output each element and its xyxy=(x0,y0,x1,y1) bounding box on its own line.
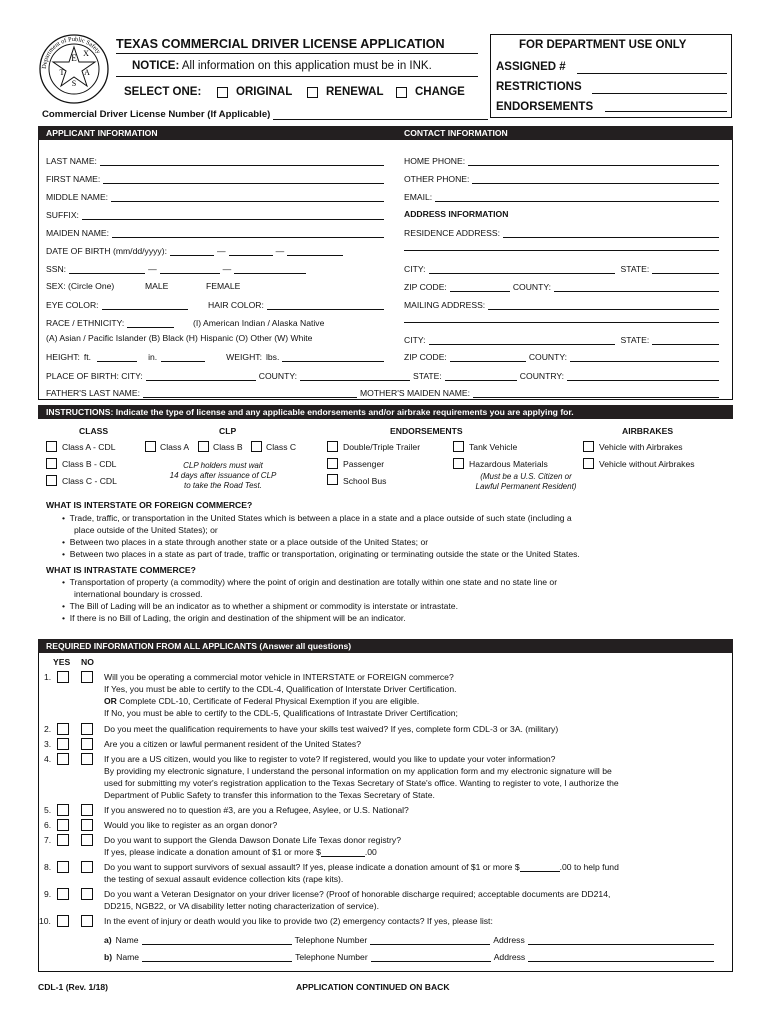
q4-no-checkbox[interactable] xyxy=(81,753,93,765)
vehicle-without-airbrakes-checkbox[interactable] xyxy=(583,458,594,469)
q1-text-line4: If No, you must be able to certify to the CDL-5, Qualifications of Intrastate Driver Certification; xyxy=(104,708,458,718)
q3-yes-checkbox[interactable] xyxy=(57,738,69,750)
class-c-cdl-label: Class C - CDL xyxy=(62,476,117,486)
q4-number: 4. xyxy=(44,754,52,764)
q10-yes-checkbox[interactable] xyxy=(57,915,69,927)
q10-no-checkbox[interactable] xyxy=(81,915,93,927)
maiden-name-field[interactable]: MAIDEN NAME: xyxy=(46,226,384,238)
residence-address-line-2[interactable] xyxy=(404,250,719,251)
q1-number: 1. xyxy=(44,672,52,682)
tank-vehicle-label: Tank Vehicle xyxy=(469,442,518,452)
intrastate-bullet-2: • The Bill of Lading will be an indicator as to whether a shipment or commodity is interstate or intrastate. xyxy=(62,601,458,611)
q9-no-checkbox[interactable] xyxy=(81,888,93,900)
q9-text: Do you want a Veteran Designator on your driver license? (Proof of honorable discharge required; acceptable documents are DD214, xyxy=(104,889,611,899)
form-id: CDL-1 (Rev. 1/18) xyxy=(38,982,109,992)
q1-text-line3: OR Complete CDL-10, Certificate of Federal Physical Exemption if you are eligible. xyxy=(104,696,420,706)
interstate-bullet-2: • Between two places in a state through another state or a place outside of the United States; or xyxy=(62,537,429,547)
q7-number: 7. xyxy=(44,835,52,845)
original-checkbox[interactable] xyxy=(217,87,228,98)
ssn-field[interactable]: SSN: — — xyxy=(46,262,384,274)
first-name-field[interactable]: FIRST NAME: xyxy=(46,172,384,184)
emergency-contact-b[interactable]: b) Name Telephone Number Address xyxy=(104,950,714,962)
seal-letter-s: S xyxy=(71,79,77,88)
intrastate-bullet-3: • If there is no Bill of Lading, the origin and destination of the shipment will be an indicator. xyxy=(62,613,406,623)
parents-names-field[interactable]: FATHER'S LAST NAME: MOTHER'S MAIDEN NAME: xyxy=(46,386,719,398)
class-heading: CLASS xyxy=(79,426,109,436)
address-info-heading: ADDRESS INFORMATION xyxy=(404,209,509,219)
q6-yes-checkbox[interactable] xyxy=(57,819,69,831)
q3-no-checkbox[interactable] xyxy=(81,738,93,750)
q2-no-checkbox[interactable] xyxy=(81,723,93,735)
q4-text-line3: used for submitting my voter's registration application to the Texas Secretary of State's office. Wanting to register to vote, I authorize the xyxy=(104,778,619,788)
height-weight-field[interactable]: HEIGHT: ft. in. WEIGHT: lbs. xyxy=(46,350,384,362)
race-ethnicity-field[interactable]: RACE / ETHNICITY: xyxy=(46,316,174,328)
class-a-cdl-checkbox[interactable] xyxy=(46,441,57,452)
ink-notice: NOTICE: All information on this application must be in INK. xyxy=(132,60,432,72)
intrastate-bullet-1-cont: international boundary is crossed. xyxy=(74,589,203,599)
vehicle-with-airbrakes-label: Vehicle with Airbrakes xyxy=(599,442,683,452)
change-checkbox[interactable] xyxy=(396,87,407,98)
q2-number: 2. xyxy=(44,724,52,734)
class-b-cdl-checkbox[interactable] xyxy=(46,458,57,469)
q4-text-line2: By providing my electronic signature, I understand the personal information on my application form and my electronic signature will be xyxy=(104,766,612,776)
q4-text: If you are a US citizen, would you like to register to vote? If registered, would you like to update your voter information? xyxy=(104,754,556,764)
q6-number: 6. xyxy=(44,820,52,830)
q1-text: Will you be operating a commercial motor vehicle in INTERSTATE or FOREIGN commerce? xyxy=(104,672,454,682)
q3-text: Are you a citizen or lawful permanent resident of the United States? xyxy=(104,739,361,749)
contact-heading: CONTACT INFORMATION xyxy=(404,128,508,138)
q9-yes-checkbox[interactable] xyxy=(57,888,69,900)
original-label: ORIGINAL xyxy=(236,86,293,98)
q9-number: 9. xyxy=(44,889,52,899)
q10-number: 10. xyxy=(39,916,51,926)
eye-color-field[interactable]: EYE COLOR: xyxy=(46,298,188,310)
cdl-number-field[interactable]: Commercial Driver License Number (If Applicable) xyxy=(42,108,488,120)
endorsements-heading: ENDORSEMENTS xyxy=(390,426,463,436)
class-c-cdl-checkbox[interactable] xyxy=(46,475,57,486)
seal-letter-x: X xyxy=(83,49,89,58)
q5-yes-checkbox[interactable] xyxy=(57,804,69,816)
q8-donation-field[interactable]: Do you want to support survivors of sexual assault? If yes, please indicate a donation amount of $1 or more $ .00 to help fund xyxy=(104,862,619,872)
seal-letter-e: E xyxy=(71,53,77,63)
vehicle-without-airbrakes-label: Vehicle without Airbrakes xyxy=(599,459,695,469)
mailing-address-line-2[interactable] xyxy=(404,322,719,323)
seal-ring-text: Department of Public Safety xyxy=(40,35,102,70)
assigned-field xyxy=(577,73,727,74)
q8-no-checkbox[interactable] xyxy=(81,861,93,873)
q1-no-checkbox[interactable] xyxy=(81,671,93,683)
mailing-address-field[interactable]: MAILING ADDRESS: xyxy=(404,298,719,310)
q8-yes-checkbox[interactable] xyxy=(57,861,69,873)
intrastate-bullet-1: • Transportation of property (a commodity) where the point of origin and destination are totally within one state and no state line or xyxy=(62,577,558,587)
hazardous-materials-checkbox[interactable] xyxy=(453,458,464,469)
airbrakes-heading: AIRBRAKES xyxy=(622,426,674,436)
interstate-heading: WHAT IS INTERSTATE OR FOREIGN COMMERCE? xyxy=(46,500,253,510)
seal-letter-a: A xyxy=(84,68,90,77)
class-b-cdl-label: Class B - CDL xyxy=(62,459,117,469)
dps-seal xyxy=(38,33,110,105)
change-label: CHANGE xyxy=(415,86,465,98)
last-name-field[interactable]: LAST NAME: xyxy=(46,154,384,166)
applicant-contact-header xyxy=(38,126,733,140)
clp-class-c-checkbox[interactable] xyxy=(251,441,262,452)
department-use-box xyxy=(490,34,732,118)
other-phone-field[interactable]: OTHER PHONE: xyxy=(404,172,719,184)
mailing-city-state-field[interactable]: CITY: STATE: xyxy=(404,333,719,345)
dept-title: FOR DEPARTMENT USE ONLY xyxy=(519,39,687,51)
q1-text-line2: If Yes, you must be able to certify to the CDL-4, Qualification of Interstate Driver Certification. xyxy=(104,684,457,694)
q7-yes-checkbox[interactable] xyxy=(57,834,69,846)
no-column-label: NO xyxy=(81,657,94,667)
emergency-contact-a[interactable]: a) Name Telephone Number Address xyxy=(104,933,714,945)
date-of-birth-field[interactable]: DATE OF BIRTH (mm/dd/yyyy): — — xyxy=(46,244,384,256)
q8-text-line2: the testing of sexual assault evidence collection kits (rape kits). xyxy=(104,874,344,884)
sex-label: SEX: (Circle One) xyxy=(46,281,115,291)
passenger-checkbox[interactable] xyxy=(327,458,338,469)
hair-color-field[interactable]: HAIR COLOR: xyxy=(208,298,384,310)
assigned-label: ASSIGNED # xyxy=(496,61,566,73)
class-a-cdl-label: Class A - CDL xyxy=(62,442,116,452)
sex-female-option[interactable]: FEMALE xyxy=(206,281,241,291)
endorsements-field xyxy=(605,111,727,112)
residence-address-field[interactable]: RESIDENCE ADDRESS: xyxy=(404,226,719,238)
hazardous-materials-label: Hazardous Materials xyxy=(469,459,548,469)
home-phone-field[interactable]: HOME PHONE: xyxy=(404,154,719,166)
clp-note: CLP holders must wait 14 days after issuance of CLP to take the Road Test. xyxy=(169,461,277,490)
q7-text: Do you want to support the Glenda Dawson Donate Life Texas donor registry? xyxy=(104,835,401,845)
q2-yes-checkbox[interactable] xyxy=(57,723,69,735)
middle-name-field[interactable]: MIDDLE NAME: xyxy=(46,190,384,202)
interstate-bullet-3: • Between two places in a state as part of trade, traffic or transportation, originating or terminating outside the state or the United States. xyxy=(62,549,580,559)
q10-text: In the event of injury or death would you like to provide two (2) emergency contacts? If yes, please list: xyxy=(104,916,493,926)
q1-yes-checkbox[interactable] xyxy=(57,671,69,683)
sex-male-option[interactable]: MALE xyxy=(145,281,169,291)
q4-text-line4: Department of Public Safety to transfer this information to the Texas Secretary of State. xyxy=(104,790,435,800)
race-options: (A) Asian / Pacific Islander (B) Black (H) Hispanic (O) Other (W) White xyxy=(46,333,313,343)
q2-text: Do you meet the qualification requirements to have your skills test waived? If yes, complete form CDL-3 or 3A. (military) xyxy=(104,724,559,734)
q3-number: 3. xyxy=(44,739,52,749)
clp-class-a-label: Class A xyxy=(160,442,190,452)
q5-text: If you answered no to question #3, are you a Refugee, Asylee, or U.S. National? xyxy=(104,805,409,815)
form-title: TEXAS COMMERCIAL DRIVER LICENSE APPLICATION xyxy=(116,37,445,51)
interstate-bullet-1: • Trade, traffic, or transportation in the United States which is between a place in a state and a place outside of such state (including a xyxy=(62,513,572,523)
residence-city-state-field[interactable]: CITY: STATE: xyxy=(404,262,719,274)
q9-text-line2: DD215, NGB22, or VA disability letter noting characterization of service). xyxy=(104,901,379,911)
mailing-zip-county-field[interactable]: ZIP CODE: COUNTY: xyxy=(404,350,719,362)
seal-letter-t: T xyxy=(59,68,65,77)
restrictions-label: RESTRICTIONS xyxy=(496,81,582,93)
hazmat-note: (Must be a U.S. Citizen or Lawful Permanent Resident) xyxy=(475,472,577,491)
select-one-label: SELECT ONE: xyxy=(124,86,202,98)
clp-class-a-checkbox[interactable] xyxy=(145,441,156,452)
double-triple-trailer-label: Double/Triple Trailer xyxy=(343,442,421,452)
renewal-label: RENEWAL xyxy=(326,86,384,98)
passenger-label: Passenger xyxy=(343,459,385,469)
double-triple-trailer-checkbox[interactable] xyxy=(327,441,338,452)
renewal-checkbox[interactable] xyxy=(307,87,318,98)
residence-zip-county-field[interactable]: ZIP CODE: COUNTY: xyxy=(404,280,719,292)
tank-vehicle-checkbox[interactable] xyxy=(453,441,464,452)
clp-class-b-checkbox[interactable] xyxy=(198,441,209,452)
q7-no-checkbox[interactable] xyxy=(81,834,93,846)
instructions-heading: INSTRUCTIONS: Indicate the type of license and any applicable endorsements and/or airbrake requirements you are applying for. xyxy=(38,405,733,419)
q5-no-checkbox[interactable] xyxy=(81,804,93,816)
clp-class-c-label: Class C xyxy=(266,442,297,452)
race-option-american-indian: (I) American Indian / Alaska Native xyxy=(193,318,325,328)
suffix-field[interactable]: SUFFIX: xyxy=(46,208,384,220)
intrastate-heading: WHAT IS INTRASTATE COMMERCE? xyxy=(46,565,196,575)
place-of-birth-field[interactable]: PLACE OF BIRTH: CITY: COUNTY: STATE: COUNTRY: xyxy=(46,369,719,381)
applicant-heading: APPLICANT INFORMATION xyxy=(46,128,158,138)
required-info-heading: REQUIRED INFORMATION FROM ALL APPLICANTS (Answer all questions) xyxy=(38,639,733,653)
interstate-bullet-1-cont: place outside of the United States); or xyxy=(74,525,218,535)
q7-donation-field[interactable]: If yes, please indicate a donation amount of $1 or more $ .00 xyxy=(104,847,377,857)
q5-number: 5. xyxy=(44,805,52,815)
school-bus-checkbox[interactable] xyxy=(327,474,338,485)
continued-on-back: APPLICATION CONTINUED ON BACK xyxy=(296,982,450,992)
q6-text: Would you like to register as an organ donor? xyxy=(104,820,278,830)
restrictions-field xyxy=(592,93,727,94)
q8-number: 8. xyxy=(44,862,52,872)
clp-heading: CLP xyxy=(219,426,237,436)
q4-yes-checkbox[interactable] xyxy=(57,753,69,765)
endorsements-label: ENDORSEMENTS xyxy=(496,101,594,113)
school-bus-label: School Bus xyxy=(343,476,387,486)
clp-class-b-label: Class B xyxy=(213,442,243,452)
yes-column-label: YES xyxy=(53,657,71,667)
email-field[interactable]: EMAIL: xyxy=(404,190,719,202)
vehicle-with-airbrakes-checkbox[interactable] xyxy=(583,441,594,452)
q6-no-checkbox[interactable] xyxy=(81,819,93,831)
